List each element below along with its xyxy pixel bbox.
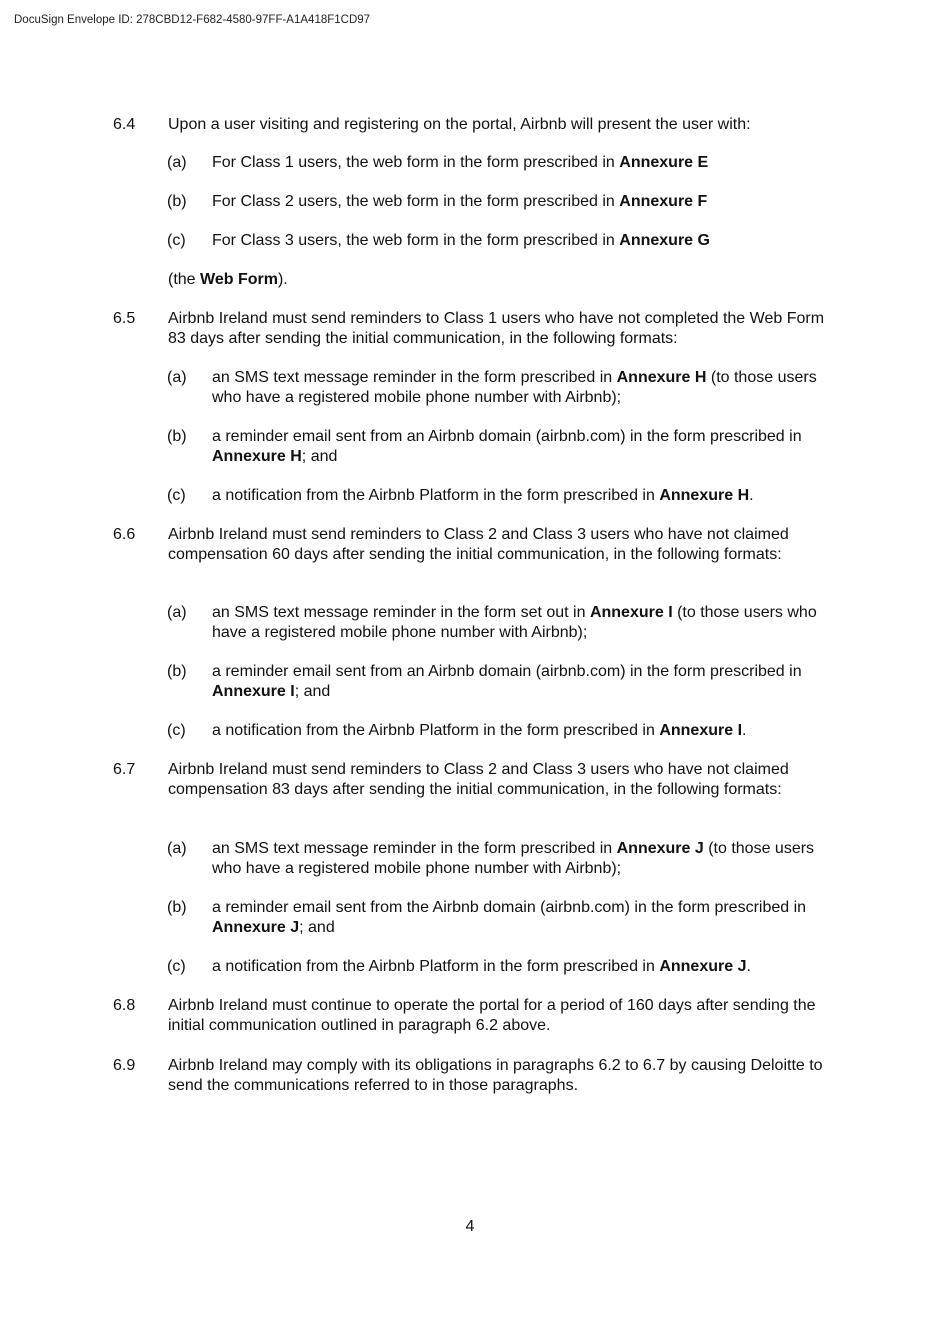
- subparagraph-6-4-b: [167, 192, 827, 212]
- subparagraph-text: an SMS text message reminder in the form set out in: [212, 604, 590, 621]
- subparagraph-text: a notification from the Airbnb Platform in the form prescribed in: [212, 722, 660, 739]
- definition-text: ).: [277, 271, 288, 288]
- annexure-reference: Annexure H: [212, 448, 302, 465]
- paragraph-6-6: [113, 525, 833, 565]
- annexure-reference: Annexure F: [619, 193, 708, 210]
- subparagraph-label: (b): [167, 899, 187, 916]
- subparagraph-text: a reminder email sent from the Airbnb domain (airbnb.com) in the form prescribed in: [212, 899, 807, 916]
- subparagraph-text: ; and: [294, 683, 331, 700]
- subparagraph-text: ; and: [301, 448, 338, 465]
- subparagraph-6-4-a: [167, 153, 827, 173]
- subparagraph-6-5-c: [167, 486, 827, 506]
- paragraph-6-8: [113, 996, 833, 1036]
- subparagraph-6-7-c: [167, 957, 827, 977]
- subparagraph-label: (a): [167, 604, 187, 621]
- subparagraph-text: .: [749, 487, 754, 504]
- subparagraph-text: For Class 2 users, the web form in the form prescribed in: [212, 193, 620, 210]
- subparagraph-6-6-a: [167, 603, 827, 643]
- subparagraph-label: (b): [167, 663, 187, 680]
- annexure-reference: Annexure G: [619, 232, 710, 249]
- subparagraph-6-6-b: [167, 662, 827, 702]
- page-number: 4: [465, 1218, 475, 1235]
- annexure-reference: Annexure H: [616, 369, 707, 386]
- paragraph-text: Airbnb Ireland must send reminders to Class 2 and Class 3 users who have not claimed compensation 60 days after sending the initial communication, in the following formats:: [168, 526, 789, 563]
- paragraph-number: 6.7: [113, 761, 136, 778]
- subparagraph-text: .: [746, 958, 751, 975]
- annexure-reference: Annexure E: [619, 154, 709, 171]
- subparagraph-6-5-a: [167, 368, 827, 408]
- subparagraph-label: (c): [167, 232, 186, 249]
- subparagraph-text: For Class 3 users, the web form in the form prescribed in: [212, 232, 620, 249]
- web-form-definition: [168, 270, 288, 290]
- subparagraph-text: a notification from the Airbnb Platform in the form prescribed in: [212, 487, 660, 504]
- paragraph-6-4: [113, 115, 833, 135]
- paragraph-number: 6.9: [113, 1057, 136, 1074]
- paragraph-text: Upon a user visiting and registering on the portal, Airbnb will present the user with:: [168, 116, 751, 133]
- subparagraph-label: (a): [167, 369, 187, 386]
- paragraph-text: Airbnb Ireland must continue to operate the portal for a period of 160 days after sending the initial communication outlined in paragraph 6.2 above.: [168, 997, 816, 1034]
- paragraph-text: Airbnb Ireland must send reminders to Class 1 users who have not completed the Web Form 83 days after sending the initial communication, in the following formats:: [168, 310, 825, 347]
- paragraph-number: 6.8: [113, 997, 136, 1014]
- paragraph-number: 6.6: [113, 526, 136, 543]
- annexure-reference: Annexure J: [212, 919, 300, 936]
- envelope-id: DocuSign Envelope ID: 278CBD12-F682-4580-97FF-A1A418F1CD97: [14, 14, 371, 26]
- paragraph-number: 6.4: [113, 116, 136, 133]
- subparagraph-label: (c): [167, 722, 186, 739]
- subparagraph-text: a notification from the Airbnb Platform in the form prescribed in: [212, 958, 660, 975]
- paragraph-6-9: [113, 1056, 833, 1096]
- subparagraph-text: a reminder email sent from an Airbnb domain (airbnb.com) in the form prescribed in: [212, 428, 802, 445]
- subparagraph-6-7-b: [167, 898, 827, 938]
- annexure-reference: Annexure I: [589, 604, 673, 621]
- paragraph-number: 6.5: [113, 310, 136, 327]
- subparagraph-6-6-c: [167, 721, 827, 741]
- annexure-reference: Annexure H: [659, 487, 750, 504]
- subparagraph-text: .: [742, 722, 747, 739]
- subparagraph-text: (to those users who have a registered mobile phone number with Airbnb);: [212, 369, 817, 406]
- subparagraph-6-4-c: [167, 231, 827, 251]
- subparagraph-label: (b): [167, 428, 187, 445]
- subparagraph-text: a reminder email sent from an Airbnb domain (airbnb.com) in the form prescribed in: [212, 663, 802, 680]
- subparagraph-label: (b): [167, 193, 187, 210]
- subparagraph-text: (to those users who have a registered mobile phone number with Airbnb);: [212, 604, 817, 641]
- paragraph-text: Airbnb Ireland may comply with its obligations in paragraphs 6.2 to 6.7 by causing Deloitte to send the communications referred to in those paragraphs.: [168, 1057, 823, 1094]
- subparagraph-label: (a): [167, 154, 187, 171]
- subparagraph-6-5-b: [167, 427, 827, 467]
- subparagraph-label: (a): [167, 840, 187, 857]
- subparagraph-text: ; and: [299, 919, 335, 936]
- subparagraph-text: an SMS text message reminder in the form prescribed in: [212, 840, 617, 857]
- annexure-reference: Annexure J: [659, 958, 747, 975]
- annexure-reference: Annexure I: [659, 722, 743, 739]
- subparagraph-label: (c): [167, 958, 186, 975]
- definition-text: (the: [168, 271, 201, 288]
- subparagraph-text: For Class 1 users, the web form in the form prescribed in: [212, 154, 620, 171]
- annexure-reference: Annexure I: [212, 683, 295, 700]
- annexure-reference: Annexure J: [616, 840, 704, 857]
- paragraph-6-5: [113, 309, 833, 349]
- paragraph-text: Airbnb Ireland must send reminders to Class 2 and Class 3 users who have not claimed compensation 83 days after sending the initial communication, in the following formats:: [168, 761, 789, 798]
- subparagraph-text: an SMS text message reminder in the form prescribed in: [212, 369, 617, 386]
- paragraph-6-7: [113, 760, 833, 800]
- subparagraph-6-7-a: [167, 839, 827, 879]
- subparagraph-label: (c): [167, 487, 186, 504]
- subparagraph-text: (to those users who have a registered mobile phone number with Airbnb);: [212, 840, 815, 877]
- defined-term: Web Form: [200, 271, 278, 288]
